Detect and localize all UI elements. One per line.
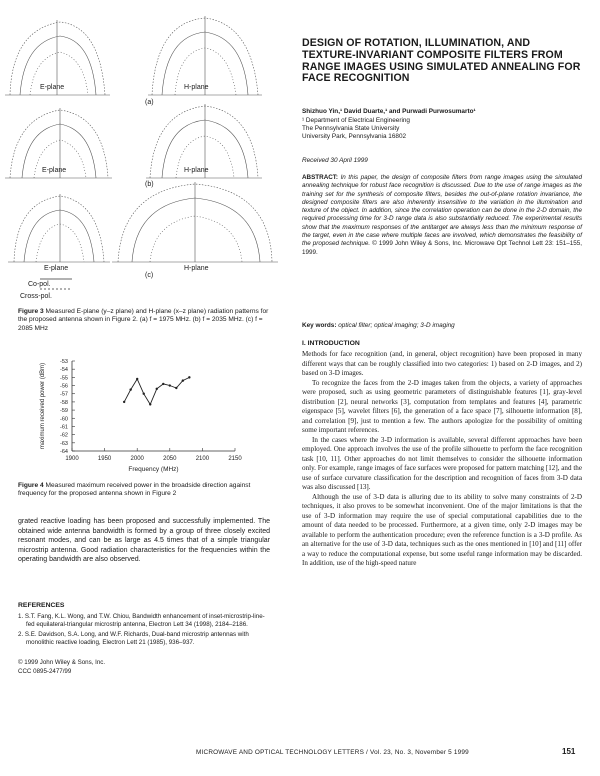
- figure3-panel-c-right-pattern: [112, 182, 278, 262]
- y-tick-label: -64: [60, 449, 68, 455]
- abstract-tail: © 1999 John Wiley & Sons, Inc. Microwave Opt Technol Lett 23: 151–155, 1999.: [302, 240, 582, 256]
- figure3-panel-b-hplane-label: H-plane: [184, 167, 209, 174]
- y-tick-label: -54: [60, 367, 68, 374]
- y-tick-label: -53: [60, 359, 68, 365]
- reference-item: 1. S.T. Fang, K.L. Wong, and T.W. Chiou, Bandwidth enhancement of inset-microstrip-line-fed equilateral-triangular microstrip antenna, Electron Lett 34 (1998), 2184–2186.: [18, 613, 265, 628]
- section-heading-introduction: I. INTRODUCTION: [302, 340, 360, 347]
- received-date: Received 30 April 1999: [302, 157, 368, 164]
- reference-item: 2. S.E. Davidson, S.A. Long, and W.F. Richards, Dual-band microstrip antennas with monolithic reactive loading, Electron Lett 21 (1985), 936–937.: [18, 630, 249, 646]
- figure3-panel-c-eplane-label: E-plane: [44, 265, 69, 272]
- data-point: [123, 401, 125, 403]
- figure4-caption-text: Measured maximum received power in the broadside direction against frequency for the proposed antenna shown in Figure 2: [18, 482, 251, 498]
- x-tick-label: 2050: [163, 456, 177, 462]
- references-list: [18, 613, 270, 649]
- figure3-panel-c-label: (c): [145, 272, 154, 279]
- intro-paragraph-2: To recognize the faces from the 2-D images taken from the objects, a variety of approaches were proposed, such as using geometric parameters of distinguishable features [1], gray-level distribution [2], neural networks [3], computation from templates and features [4], parametric eigenspace [5], wavelet filters [6], the generation of a face space [7], silhouette information [8], and correlation [9], just to mention a few. The authors apologize for the possibility of omitting some important references.: [302, 378, 582, 434]
- references-heading: REFERENCES: [18, 602, 65, 609]
- data-point: [162, 383, 164, 385]
- x-axis-label: Frequency (MHz): [128, 466, 179, 473]
- keywords-text: optical filter; optical imaging; 3-D imaging: [338, 322, 455, 329]
- y-tick-label: -60: [60, 416, 68, 423]
- y-tick-label: -62: [60, 432, 68, 439]
- keywords: [302, 322, 455, 330]
- data-point: [175, 387, 177, 389]
- x-tick-label: 1900: [65, 456, 79, 462]
- abstract: [302, 174, 582, 257]
- figure4-chart: [20, 353, 280, 478]
- y-tick-label: -58: [60, 399, 68, 406]
- footer-page-number: 151: [562, 747, 576, 756]
- intro-paragraph-1: Methods for face recognition (and, in general, object recognition) have been proposed in many different ways that can be roughly classified into two categories: 1) based on 2-D images, and 2) based on 3-D images.: [302, 350, 582, 377]
- article-affiliation-3: University Park, Pennsylvania 16802: [302, 133, 407, 140]
- data-point: [136, 378, 138, 380]
- data-point: [156, 388, 158, 390]
- abstract-label: ABSTRACT:: [302, 174, 339, 181]
- keywords-label: Key words:: [302, 322, 337, 329]
- y-tick-label: -56: [60, 383, 68, 390]
- data-point: [182, 379, 184, 381]
- y-tick-label: -61: [60, 424, 68, 431]
- y-tick-label: -57: [60, 391, 68, 398]
- data-point: [129, 388, 131, 390]
- figure3-panel-c-hplane-label: H-plane: [184, 265, 209, 272]
- x-tick-label: 2150: [228, 456, 242, 462]
- data-point: [188, 376, 190, 378]
- left-body-paragraph: grated reactive loading has been proposed and successfully implemented. The obtained wide antenna bandwidth is formed by a group of three closely excited resonant modes, and can be as large as 4.5 times that of a simple triangular microstrip antenna. Good radiation characteristics for the frequencies within the operating bandwidth are also observed.: [18, 518, 270, 564]
- footer-journal-line: MICROWAVE AND OPTICAL TECHNOLOGY LETTERS / Vol. 23, No. 3, November 5 1999: [196, 749, 469, 756]
- introduction-body: [302, 350, 582, 569]
- data-point: [149, 403, 151, 405]
- figure4-caption: [18, 482, 270, 499]
- figure3-caption-label: Figure 3: [18, 308, 44, 315]
- x-tick-label: 2100: [195, 456, 210, 462]
- figure3-copol-legend: Co-pol.: [28, 281, 51, 288]
- article-affiliation-2: The Pennsylvania State University: [302, 125, 400, 132]
- x-tick-label: 2000: [130, 456, 144, 462]
- intro-paragraph-4: Although the use of 3-D data is alluring due to its ability to solve many constraints of 2-D techniques, it also proves to be somewhat inconvenient. One of the major limitations is that the use of 3-D information may require the use of special computational capabilities due to the amount of data needed to be processed. Furthermore, at a given time, only 2-D images may be available to perform the authentication procedure; even the reference function is a 3-D profile. As an alternative for the use of 3-D data, techniques such as the ones mentioned in [10] and [11] offer a way to reduce the computational expense, but some useful range information may be discarded. In addition, use of the high-speed nature: [302, 492, 582, 567]
- data-point: [169, 384, 171, 386]
- abstract-text: In this paper, the design of composite filters from range images using the simulated annealing technique for robust face recognition is discussed. Due to the use of range images as the training set for the synthesis of composite filters, besides the out-of-plane rotation invariance, the designed composite filters are also inherently insensitive to the variation in the illumination and texture of the object. In addition, since the correlation operation can be done in the 2-D domain, the required processing time for 3-D range data is also substantially reduced. The experimental results show that the maximum responses of the antitarget are always less than the minimum response of the target, even in the case where multiple faces are involved, which demonstrates the feasibility of the proposed technique.: [302, 174, 583, 248]
- y-tick-label: -59: [60, 408, 68, 415]
- y-axis-label: maximum received power (dBm): [40, 362, 46, 450]
- x-tick-label: 1950: [97, 456, 112, 462]
- figure3-caption: [18, 308, 270, 333]
- figure3-panel-b-eplane-label: E-plane: [42, 167, 67, 174]
- article-affiliation-1: ¹ Department of Electrical Engineering: [302, 117, 410, 124]
- data-point: [143, 393, 145, 395]
- intro-paragraph-3: In the cases where the 3-D information is available, several different approaches have been employed. One approach involves the use of the profile silhouette to perform the face recognition task [10, 11]. Other approaches do not limit themselves to consider the silhouette information only. For example, range images of face surfaces were proposed for pattern matching [12], and the use of surface curvature classification for the description and recognition of faces from 3-D data was also discussed [13].: [302, 435, 582, 491]
- figure3-crosspol-legend: Cross-pol.: [20, 293, 52, 300]
- figure3-panel-c-left-pattern: [8, 194, 110, 262]
- figure3-panel-a-label: (a): [145, 99, 154, 106]
- article-title: DESIGN OF ROTATION, ILLUMINATION, AND TEXTURE-INVARIANT COMPOSITE FILTERS FROM RANGE IMAGES USING SIMULATED ANNEALING FOR FACE RECOGNITION: [302, 37, 581, 85]
- y-tick-label: -63: [60, 440, 68, 447]
- figure3-panel-b-label: (b): [145, 181, 154, 188]
- y-tick-label: -55: [60, 375, 68, 382]
- article-authors: Shizhuo Yin,¹ David Duarte,¹ and Purwadi Purwosumarto¹: [302, 108, 476, 115]
- figure3-panel-a-hplane-label: H-plane: [184, 84, 209, 91]
- figure4-caption-label: Figure 4: [18, 482, 44, 489]
- left-copyright: © 1999 John Wiley & Sons, Inc.: [18, 659, 106, 666]
- figure3-caption-text: Measured E-plane (y–z plane) and H-plane (x–z plane) radiation patterns for the proposed antenna shown in Figure 2. (a) f = 1975 MHz. (b) f = 2035 MHz. (c) f = 2085 MHz: [18, 308, 269, 332]
- figure3-panel-a-eplane-label: E-plane: [40, 84, 65, 91]
- left-ccc-code: CCC 0895-2477/99: [18, 668, 72, 675]
- data-series-line: [124, 377, 189, 404]
